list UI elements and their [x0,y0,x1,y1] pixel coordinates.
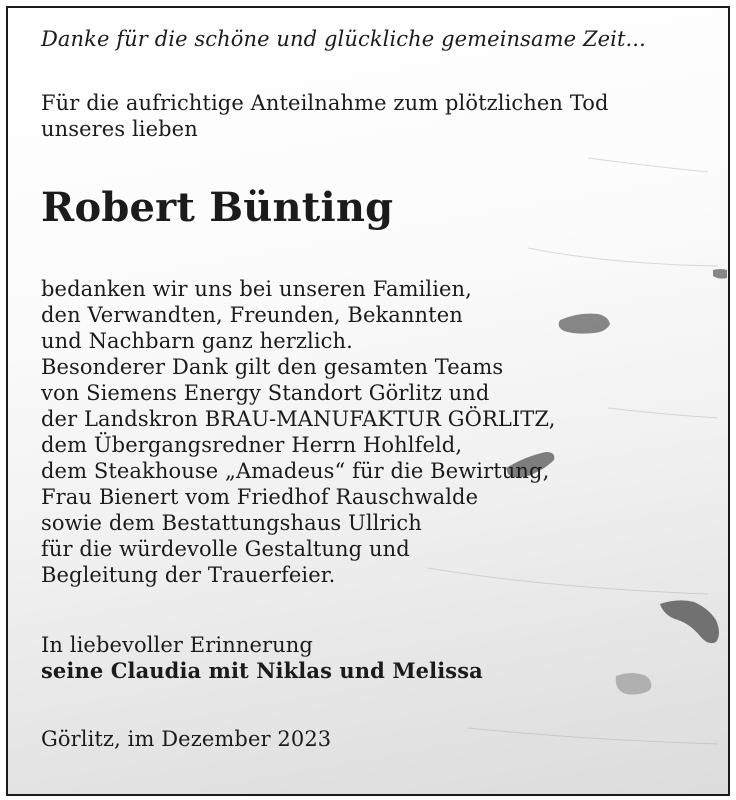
thanks-line: dem Steakhouse „Amadeus“ für die Bewirtung, [41,459,550,483]
thanks-line: Frau Bienert vom Friedhof Rauschwalde [41,485,479,509]
thanks-line: sowie dem Bestattungshaus Ullrich [41,511,422,535]
thanks-line: bedanken wir uns bei unseren Familien, [41,277,472,301]
closing-line: In liebevoller Erinnerung [41,633,313,657]
obituary-card [6,6,730,796]
thanks-line: dem Übergangsredner Herrn Hohlfeld, [41,433,463,457]
opening-line: Für die aufrichtige Anteilnahme zum plötzlichen Tod [41,91,609,115]
thanks-line: der Landskron BRAU-MANUFAKTUR GÖRLITZ, [41,407,556,431]
deceased-name: Robert Bünting [41,184,394,231]
thanks-line: Besonderer Dank gilt den gesamten Teams [41,355,504,379]
opening-line: unseres lieben [41,117,198,141]
thanks-line: von Siemens Energy Standort Görlitz und [41,381,490,405]
obituary-text [8,8,728,794]
signatories: seine Claudia mit Niklas und Melissa [41,658,483,683]
intro-line: Danke für die schöne und glückliche gemeinsame Zeit... [41,27,646,51]
thanks-line: Begleitung der Trauerfeier. [41,563,336,587]
thanks-line: den Verwandten, Freunden, Bekannten [41,303,463,327]
thanks-line: für die würdevolle Gestaltung und [41,537,410,561]
place-date: Görlitz, im Dezember 2023 [41,727,332,751]
thanks-line: und Nachbarn ganz herzlich. [41,329,353,353]
